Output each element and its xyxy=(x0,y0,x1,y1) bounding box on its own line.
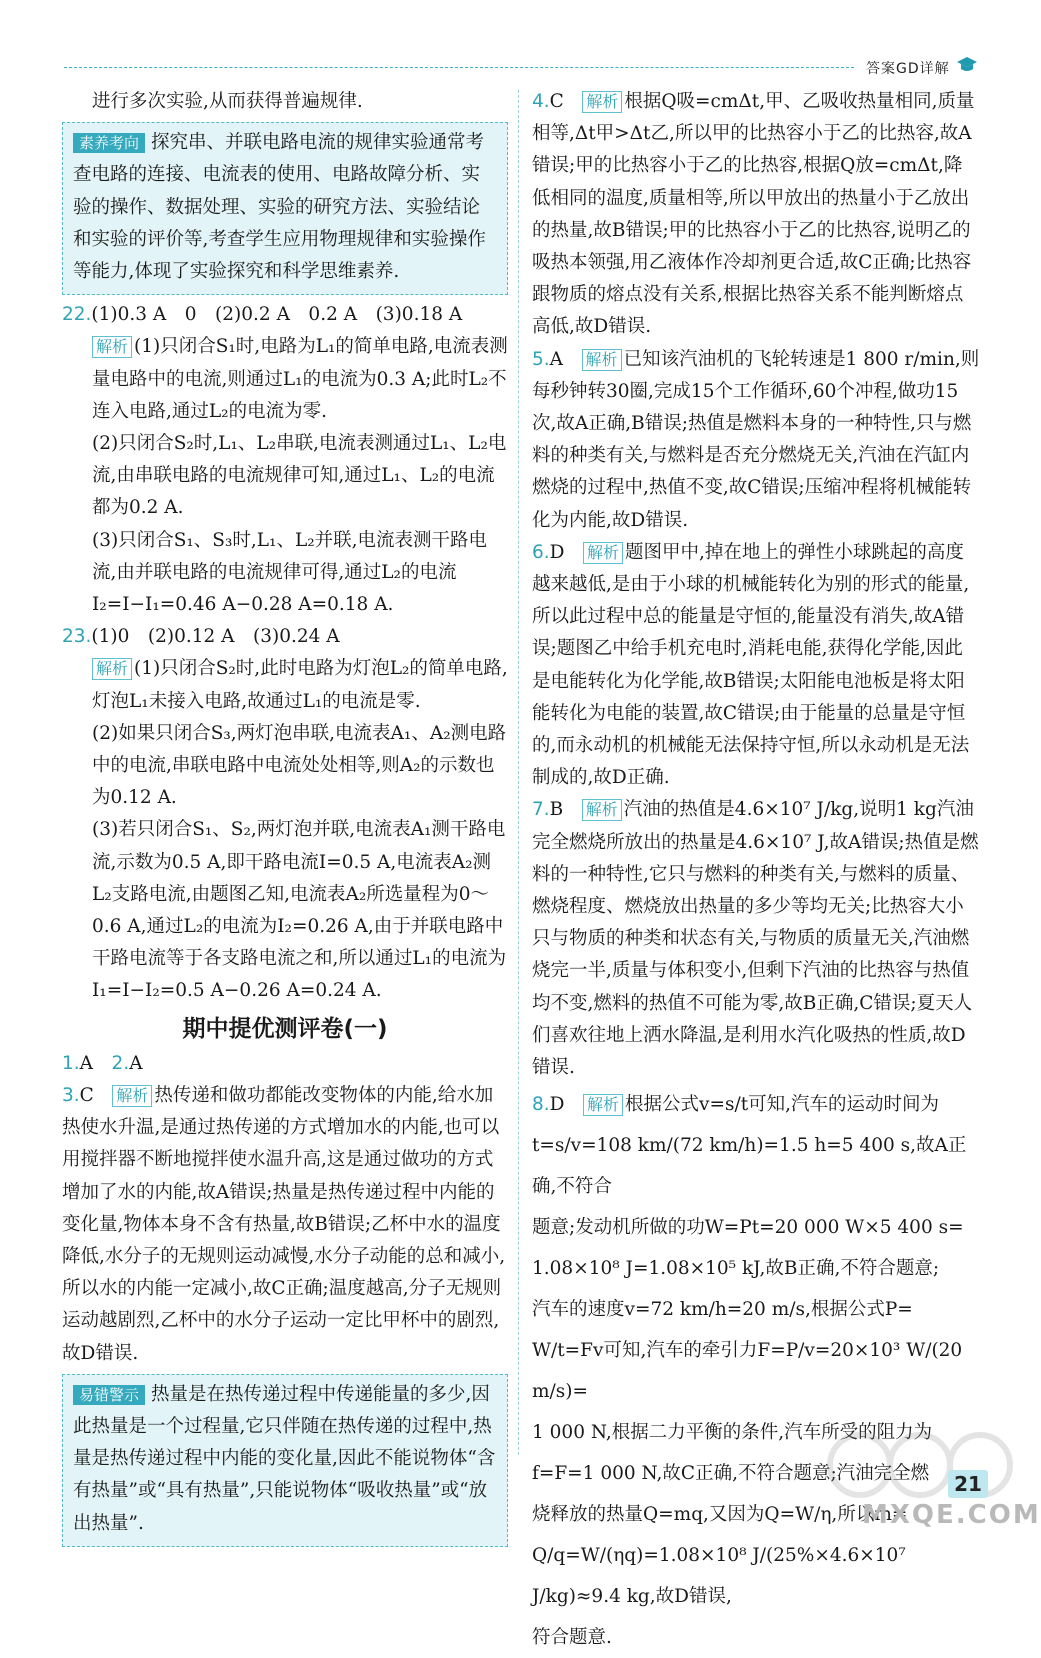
question-22 xyxy=(62,299,508,621)
column-divider xyxy=(518,90,519,1455)
q8-line-2: t=s/v=108 km/(72 km/h)=1.5 h=5 400 s,故A正确,不符合 xyxy=(532,1135,967,1198)
page-number: 21 xyxy=(948,1470,988,1498)
question-6 xyxy=(532,537,980,795)
q6-answer: D xyxy=(549,541,565,563)
q3-text: 热传递和做功都能改变物体的内能,给水加热使水升温,是通过热传递的方式增加水的内能,也可以用搅拌器不断地搅拌使水温升高,这是通过做功的方式增加了水的内能,故A错误;热量是热传递过程中内能的变化量,物体本身不含有热量,故B错误;乙杯中水的温度降低,水分子的无规则运动减慢,水分子动能的总和减小,所以水的内能一定减小,故C正确;温度越高,分子无规则运动越剧烈,乙杯中的水分子运动一定比甲杯中的剧烈,故D错误. xyxy=(62,1084,506,1364)
graduation-cap-icon xyxy=(956,56,978,74)
q5-text: 已知该汽油机的飞轮转速是1 800 r/min,则每秒钟转30圈,完成15个工作循环,60个冲程,做功15次,故A正确,B错误;热值是燃料本身的一种特性,只与燃料的种类有关,与燃料是否充分燃烧无关,汽油在汽缸内燃烧的过程中,热值不变,故C错误;压缩冲程将机械能转化为内能,故D错误. xyxy=(532,348,980,531)
q6-number: 6. xyxy=(532,541,550,563)
q2-answer: A xyxy=(129,1052,143,1074)
q8-line-3: 题意;发动机所做的功W=Pt=20 000 W×5 400 s= xyxy=(532,1217,964,1239)
q7-number: 7. xyxy=(532,799,550,821)
q8-line-4: 1.08×10⁸ J=1.08×10⁵ kJ,故B正确,不符合题意; xyxy=(532,1258,940,1280)
q3-analysis-tag: 解析 xyxy=(112,1085,152,1107)
q1-answer: A xyxy=(79,1052,94,1074)
q5-analysis-tag: 解析 xyxy=(582,349,622,371)
question-1-2 xyxy=(62,1048,508,1080)
q8-line-7: 1 000 N,根据二力平衡的条件,汽车所受的阻力为 xyxy=(532,1422,933,1444)
header-title: 答案GD详解 xyxy=(866,61,950,77)
q23-p2: (2)如果只闭合S₃,两灯泡串联,电流表A₁、A₂测电路中的电流,串联电路中电流处处相等,则A₂的示数也为0.12 A. xyxy=(92,722,507,809)
q8-line-11: 符合题意. xyxy=(532,1627,612,1649)
mistake-label: 易错警示 xyxy=(73,1385,145,1405)
literacy-label: 素养考向 xyxy=(73,133,145,153)
mistake-text: 热量是在热传递过程中传递能量的多少,因此热量是一个过程量,它只伴随在热传递的过程中,热量是热传递过程中内能的变化量,因此不能说物体“含有热量”或“具有热量”,只能说物体“吸收热量”或“放出热量”. xyxy=(73,1383,496,1534)
q23-p3: (3)若只闭合S₁、S₂,两灯泡并联,电流表A₁测干路电流,示数为0.5 A,即干路电流I=0.5 A,电流表A₂测L₂支路电流,由题图乙知,电流表A₂所选量程为0～0.6 A,通过L₂的电流为I₂=0.26 A,由于并联电路中干路电流等于各支路电流之和,所以通过L₁的电流为I₁=I−I₂=0.5 A−0.26 A=0.24 A. xyxy=(92,819,507,1002)
q23-p1: (1)只闭合S₂时,此时电路为灯泡L₂的简单电路,灯泡L₁未接入电路,故通过L₁的电流是零. xyxy=(92,658,508,712)
q8-line-6: W/t=Fv可知,汽车的牵引力F=P/v=20×10³ W/(20 m/s)= xyxy=(532,1340,963,1403)
q4-text: 根据Q吸=cmΔt,甲、乙吸收热量相同,质量相等,Δt甲>Δt乙,所以甲的比热容小于乙的比热容,故A错误;甲的比热容小于乙的比热容,根据Q放=cmΔt,降低相同的温度,质量相等,所以甲放出的热量小于乙放出的热量,故B错误;甲的比热容小于乙的比热容,说明乙的吸热本领强,用乙液体作冷却剂更合适,故C正确;比热容跟物质的熔点没有关系,根据比热容关系不能判断熔点高低,故D错误. xyxy=(532,91,975,338)
intro-line: 进行多次实验,从而获得普遍规律. xyxy=(92,91,363,112)
q5-answer: A xyxy=(549,348,564,370)
q22-p2: (2)只闭合S₂时,L₁、L₂串联,电流表测通过L₁、L₂电流,由串联电路的电流规律可知,通过L₁、L₂的电流都为0.2 A. xyxy=(92,433,507,519)
question-7 xyxy=(532,794,980,1084)
q8-line-9: 烧释放的热量Q=mq,又因为Q=W/η,所以m= xyxy=(532,1504,908,1526)
q22-p3: (3)只闭合S₁、S₃时,L₁、L₂并联,电流表测干路电流,由并联电路的电流规律可得,通过L₂的电流I₂=I−I₁=0.46 A−0.28 A=0.18 A. xyxy=(92,529,488,616)
q8-line-1: 根据公式v=s/t可知,汽车的运动时间为 xyxy=(625,1094,940,1116)
q23-number: 23. xyxy=(62,626,92,648)
q23-answer: (1)0 (2)0.12 A (3)0.24 A xyxy=(91,626,340,648)
question-5 xyxy=(532,344,980,537)
header-divider xyxy=(64,67,854,68)
q6-text: 题图甲中,掉在地上的弹性小球跳起的高度越来越低,是由于小球的机械能转化为别的形式的能量,所以此过程中总的能量是守恒的,能量没有消失,故A错误;题图乙中给手机充电时,消耗电能,获得化学能,因此是电能转化为化学能,故B错误;太阳能电池板是将太阳能转化为电能的装置,故C错误;由于能量的总量是守恒的,而永动机的机械能无法保持守恒,所以永动机是无法制成的,故D正确. xyxy=(532,541,970,789)
watermark-text: MXQE.COM xyxy=(862,1500,1041,1530)
q6-analysis-tag: 解析 xyxy=(583,542,623,564)
q2-number: 2. xyxy=(111,1052,130,1074)
common-mistake-box xyxy=(62,1374,508,1547)
question-3 xyxy=(62,1080,508,1370)
section-title: 期中提优测评卷(一) xyxy=(182,1015,388,1042)
q4-analysis-tag: 解析 xyxy=(582,91,622,113)
q4-answer: C xyxy=(549,91,564,112)
q8-analysis-tag: 解析 xyxy=(583,1094,623,1116)
q8-number: 8. xyxy=(532,1094,550,1116)
q22-number: 22. xyxy=(62,304,92,326)
q22-answer: (1)0.3 A 0 (2)0.2 A 0.2 A (3)0.18 A xyxy=(91,304,463,326)
q8-line-10: Q/q=W/(ηq)=1.08×10⁸ J/(25%×4.6×10⁷ J/kg)≈9.4 kg,故D错误, xyxy=(532,1545,906,1608)
literacy-text: 探究串、并联电路电流的规律实验通常考查电路的连接、电流表的使用、电路故障分析、实验的操作、数据处理、实验的研究方法、实验结论和实验的评价等,考查学生应用物理规律和实验操作等能力,体现了实验探究和科学思维素养. xyxy=(73,132,486,283)
q22-p1: (1)只闭合S₁时,电路为L₁的简单电路,电流表测量电路中的电流,则通过L₁的电流为0.3 A;此时L₂不连入电路,通过L₂的电流为零. xyxy=(92,336,508,422)
q8-answer: D xyxy=(549,1094,565,1116)
q8-line-5: 汽车的速度v=72 km/h=20 m/s,根据公式P= xyxy=(532,1299,913,1321)
q22-analysis-tag: 解析 xyxy=(92,336,132,358)
literacy-box xyxy=(62,122,508,295)
q8-line-8: f=F=1 000 N,故C正确,不符合题意;汽油完全燃 xyxy=(532,1463,930,1485)
q7-answer: B xyxy=(549,799,564,821)
q7-text: 汽油的热值是4.6×10⁷ J/kg,说明1 kg汽油完全燃烧所放出的热量是4.6×10⁷ J,故A错误;热值是燃料的一种特性,它只与燃料的种类有关,与燃料的质量、燃烧程度、燃烧放出热量的多少等均无关;比热容大小只与物质的种类和状态有关,与物质的质量无关,汽油燃烧完一半,质量与体积变小,但剩下汽油的比热容与热值均不变,燃料的热值不可能为零,故B正确,C错误;夏天人们喜欢往地上洒水降温,是利用水汽化吸热的性质,故D错误. xyxy=(532,799,979,1079)
q7-analysis-tag: 解析 xyxy=(582,799,622,821)
q3-answer: C xyxy=(79,1084,94,1106)
q23-analysis-tag: 解析 xyxy=(92,658,132,680)
question-4 xyxy=(532,86,980,344)
left-column xyxy=(62,86,508,1551)
q5-number: 5. xyxy=(532,348,550,370)
q1-number: 1. xyxy=(62,1052,80,1074)
question-8 xyxy=(532,1084,980,1658)
q3-number: 3. xyxy=(62,1084,80,1106)
question-23 xyxy=(62,621,508,1007)
q4-number: 4. xyxy=(532,91,550,112)
